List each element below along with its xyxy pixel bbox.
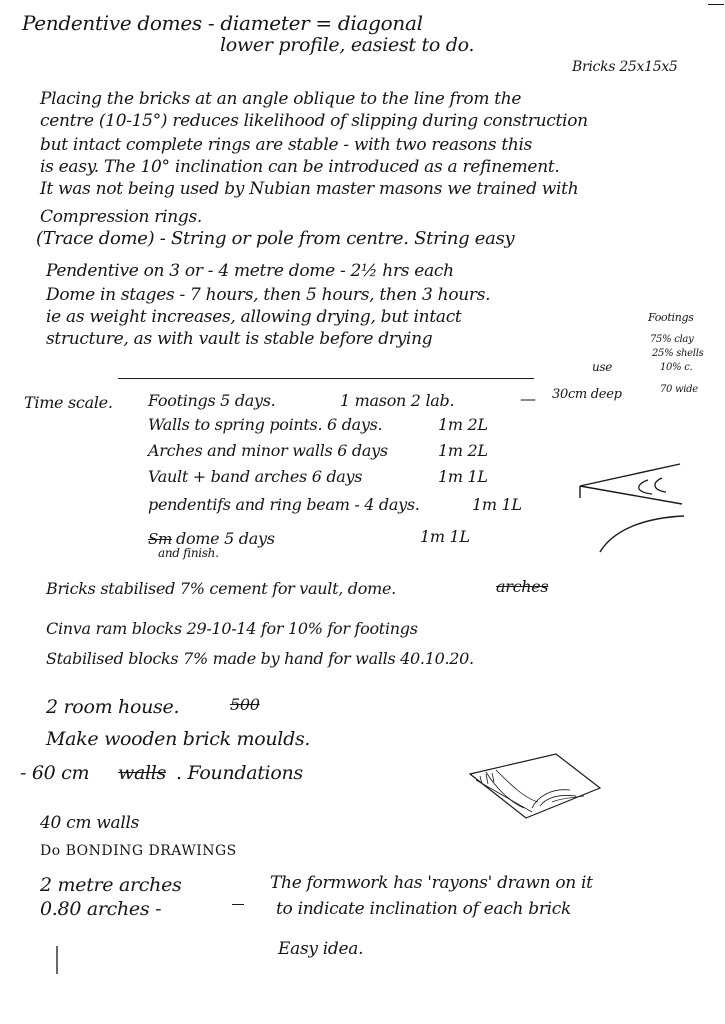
bricks-size-note: Bricks 25x15x5 (572, 59, 678, 75)
footings-label: Footings (648, 311, 694, 324)
bricks-line-1: Bricks stabilised 7% cement for vault, dome. (46, 579, 396, 598)
formwork-line-3: Easy idea. (278, 939, 364, 959)
house-arches-2: 0.80 arches - (40, 898, 162, 920)
paragraph-1-line-6: Compression rings. (40, 207, 203, 227)
footings-tenpct: 10% c. (660, 362, 693, 373)
timescale-label: Time scale. (24, 393, 113, 412)
timescale-row-1-crew: 1 mason 2 lab. (340, 391, 455, 410)
timescale-row-5-crew: 1m 1L (472, 495, 522, 514)
timescale-row-2-crew: 1m 2L (438, 415, 488, 434)
header-line-1: Pendentive domes - diameter = diagonal (22, 11, 423, 35)
bricks-line-1-struck: arches (496, 577, 549, 596)
house-rooms-struck: 500 (230, 695, 260, 714)
house-foundation-prefix: - 60 cm (20, 762, 90, 784)
house-moulds: Make wooden brick moulds. (46, 728, 311, 750)
formwork-line-2: to indicate inclination of each brick (276, 899, 572, 919)
timescale-row-4-task: Vault + band arches 6 days (148, 467, 363, 486)
header-line-2: lower profile, easiest to do. (220, 34, 475, 56)
paragraph-2-line-3: ie as weight increases, allowing drying, but intact (46, 307, 462, 327)
timescale-row-3-task: Arches and minor walls 6 days (148, 441, 388, 460)
timescale-row-2-task: Walls to spring points. 6 days. (148, 415, 383, 434)
timescale-row-6-crew: 1m 1L (420, 527, 470, 546)
paragraph-1-line-1: Placing the bricks at an angle oblique to the line from the (40, 89, 522, 109)
house-bonding: Do BONDING DRAWINGS (40, 843, 237, 859)
footings-shells: 25% shells (652, 348, 704, 359)
paragraph-1-line-5: It was not being used by Nubian master masons we trained with (40, 179, 579, 199)
paragraph-2-line-4: structure, as with vault is stable before drying (46, 329, 433, 349)
house-foundation-struck: walls (118, 762, 166, 784)
house-rooms: 2 room house. (46, 696, 180, 718)
paragraph-1-line-3: but intact complete rings are stable - with two reasons this (40, 135, 533, 155)
timescale-row-6-struck: Sm (148, 530, 172, 548)
formwork-line-1: The formwork has 'rayons' drawn on it (270, 873, 593, 893)
arches-dash (232, 904, 244, 905)
brick-mould-sketch (466, 744, 606, 824)
bricks-line-3: Stabilised blocks 7% made by hand for walls 40.10.20. (46, 649, 474, 668)
corner-mark (708, 4, 724, 5)
house-walls: 40 cm walls (40, 813, 140, 833)
section-divider (118, 378, 534, 379)
timescale-row-1-dash: — (520, 389, 536, 408)
footings-wide: 70 wide (660, 384, 698, 395)
house-arches-1: 2 metre arches (40, 874, 182, 896)
timescale-row-6-sub: and finish. (158, 546, 219, 560)
house-foundation: . Foundations (176, 762, 303, 784)
vault-sketch (570, 456, 690, 556)
footings-depth: 30cm deep (552, 387, 622, 402)
timescale-row-5-task: pendentifs and ring beam - 4 days. (148, 495, 420, 514)
margin-mark (54, 944, 60, 976)
timescale-row-6-task: dome 5 days (176, 529, 275, 548)
paragraph-2-line-2: Dome in stages - 7 hours, then 5 hours, then 3 hours. (46, 285, 491, 305)
paragraph-2-line-1: Pendentive on 3 or - 4 metre dome - 2½ hrs each (46, 261, 454, 281)
trace-dome-line: (Trace dome) - String or pole from centre. String easy (36, 228, 515, 249)
timescale-row-1-task: Footings 5 days. (148, 391, 276, 410)
paragraph-1-line-2: centre (10-15°) reduces likelihood of slipping during construction (40, 111, 588, 131)
footings-use: use (592, 360, 613, 374)
paragraph-1-line-4: is easy. The 10° inclination can be introduced as a refinement. (40, 157, 560, 177)
timescale-row-4-crew: 1m 1L (438, 467, 488, 486)
timescale-row-3-crew: 1m 2L (438, 441, 488, 460)
footings-clay: 75% clay (650, 334, 694, 345)
bricks-line-2: Cinva ram blocks 29-10-14 for 10% for footings (46, 619, 418, 638)
